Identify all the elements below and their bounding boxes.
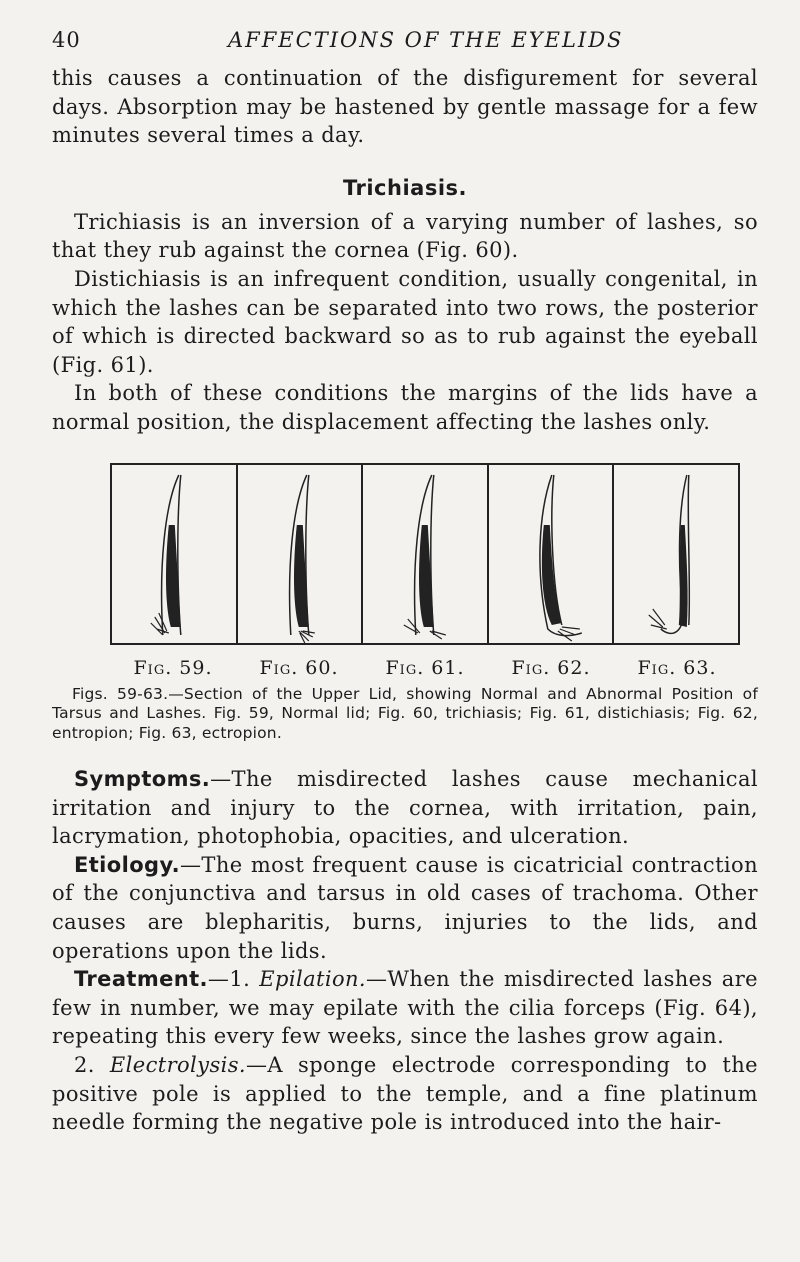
figure-labels: [110, 657, 740, 679]
lid-section-normal-icon: [112, 465, 236, 643]
symptoms-heading: Symptoms.: [74, 767, 211, 792]
lid-section-ectropion-icon: [614, 465, 738, 643]
figure-caption: Figs. 59-63.—Section of the Upper Lid, showing Normal and Abnormal Position of Tarsus and Lashes. Fig. 59, Normal lid; Fig. 60, trichiasis; Fig. 61, distichiasis; Fig. 62, entropion; Fig. 63, ectropion.: [52, 684, 758, 742]
electrolysis-text: —A sponge electrode corresponding to the positive pole is applied to the temple, and a fine platinum needle forming the negative pole is introduced into the hair-: [52, 1052, 758, 1135]
epilation-text: —When the misdirected lashes are few in number, we may epilate with the cilia forceps (Fig. 64), repeating this every few weeks, since the lashes grow again.: [52, 967, 758, 1049]
treatment-paragraph: [52, 965, 758, 1051]
symptoms-paragraph: [52, 765, 758, 851]
epilation-title: Epilation.: [259, 967, 367, 992]
fig-63-illustration: [614, 465, 738, 643]
fig-label: Fig. 63.: [637, 656, 717, 679]
page-number: 40: [52, 28, 81, 52]
paragraph-both-conditions: In both of these conditions the margins of the lids have a normal position, the displacement affecting the lashes only.: [52, 381, 758, 434]
symptoms-text: —The misdirected lashes cause mechanical irritation and injury to the cornea, with irritation, pain, lacrymation, photophobia, opacities, and ulceration.: [52, 767, 758, 849]
page-header: [52, 28, 758, 64]
electrolysis-paragraph: [52, 1051, 758, 1137]
intro-paragraph: this causes a continuation of the disfigurement for several days. Absorption may be hastened by gentle massage for a few minutes several times a day.: [52, 66, 758, 148]
fig-62-illustration: [489, 465, 615, 643]
section-title: Trichiasis.: [342, 175, 467, 200]
figure-59-63: [110, 463, 738, 679]
etiology-heading: Etiology.: [74, 852, 181, 877]
running-title: AFFECTIONS OF THE EYELIDS: [228, 28, 624, 52]
fig-label: Fig. 62.: [511, 656, 591, 679]
electrolysis-title: Electrolysis.: [109, 1052, 246, 1077]
etiology-paragraph: [52, 851, 758, 965]
lid-section-entropion-icon: [489, 465, 613, 643]
lid-section-trichiasis-icon: [238, 465, 362, 643]
lid-section-distichiasis-icon: [363, 465, 487, 643]
figure-panels: [110, 463, 740, 645]
fig-60-illustration: [238, 465, 364, 643]
treatment-heading: Treatment.: [74, 967, 208, 992]
book-page: [52, 28, 758, 1137]
paragraph-distichiasis: Distichiasis is an infrequent condition, usually congenital, in which the lashes can be separated into two rows, the posterior of which is directed backward so as to rub against the eyeball (Fig. 61).: [52, 266, 758, 377]
fig-59-illustration: [112, 465, 238, 643]
treatment-item2-prefix: 2.: [74, 1052, 110, 1077]
fig-label: Fig. 60.: [259, 656, 339, 679]
treatment-item1-prefix: —1.: [207, 967, 260, 992]
fig-label: Fig. 61.: [385, 656, 465, 679]
fig-label: Fig. 59.: [133, 656, 213, 679]
paragraph-trichiasis: Trichiasis is an inversion of a varying number of lashes, so that they rub against the cornea (Fig. 60).: [52, 209, 758, 263]
fig-61-illustration: [363, 465, 489, 643]
etiology-text: —The most frequent cause is cicatricial contraction of the conjunctiva and tarsus in old cases of trachoma. Other causes are blepharitis, burns, injuries to the lids, and operations upon the lids.: [52, 852, 758, 963]
